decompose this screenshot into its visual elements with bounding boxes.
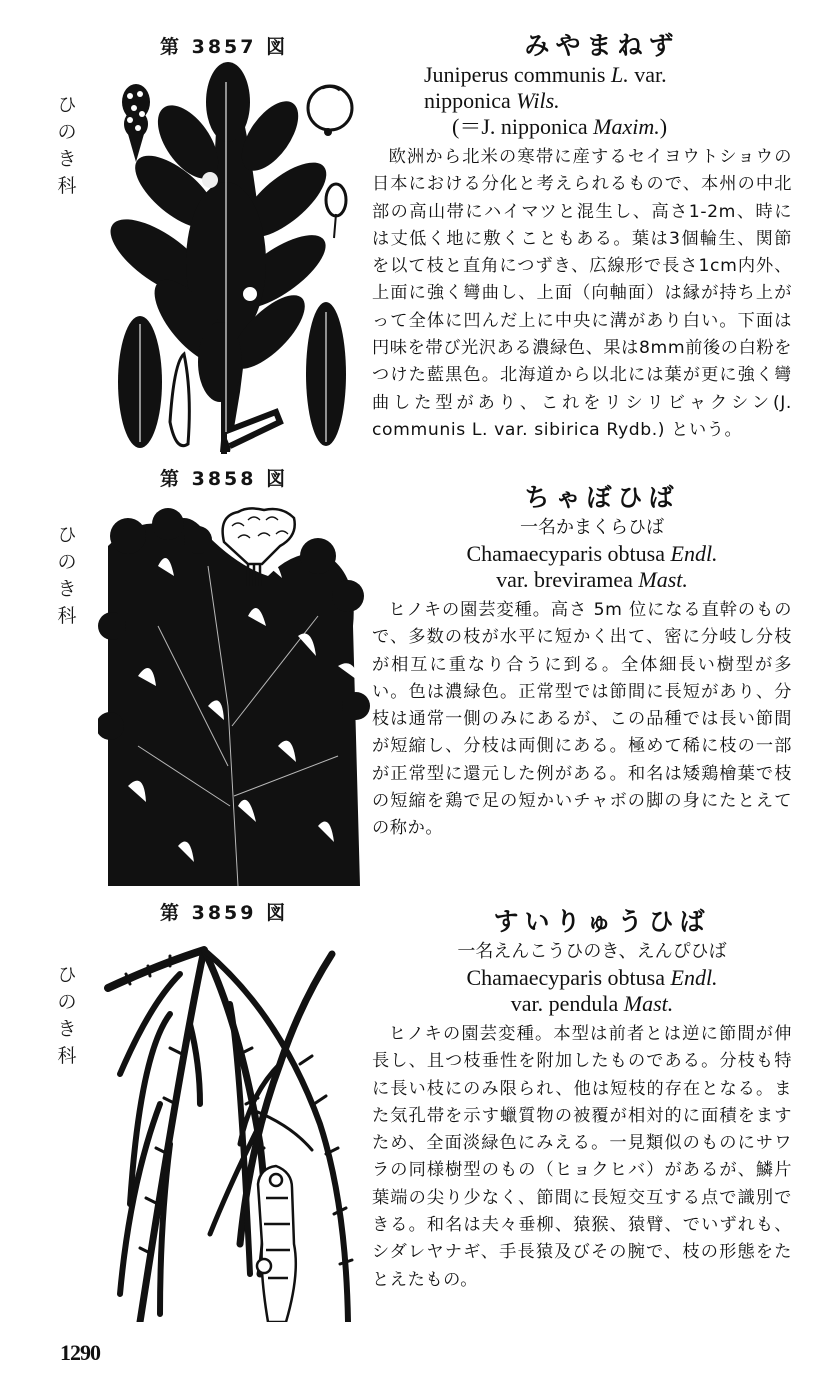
description-text: 欧洲から北米の寒帯に産するセイヨウトショウの日本における分化と考えられるもので、本州の中北部の高山帯にハイマツと混生し、高さ1-2m、時には丈低く地に敷くこともある。葉は3個輪生、関節を以て枝と直角につずき、広線形で長さ1cm内外、上面に強く彎曲し、上面（向軸面）は縁が持ち上がって全体に凹んだ上に中央に溝があり白い。下面は円味を帯び光沢ある濃緑色、果は8mm前後の白粉をつけた藍黒色。北海道から以北には葉が更に強く彎曲した型があり、これをリシリビャクシン(J. communis L. var. sibirica Rydb.) という。 <box>372 147 792 440</box>
family-char: ひ <box>57 94 77 116</box>
entry-miyamanezu <box>372 30 792 444</box>
figure-label-3857: 第 3857 図 <box>160 36 289 58</box>
sci-line <box>392 567 792 593</box>
entry-alias: 一名かまくらひば <box>520 517 664 538</box>
sci-tail: var. <box>628 62 667 87</box>
weeping-hinoki-illustration <box>100 944 372 1322</box>
family-label-hinoki <box>56 92 78 200</box>
family-label-hinoki <box>56 522 78 630</box>
page-number: 1290 <box>60 1340 100 1365</box>
sci-roman: Chamaecyparis obtusa <box>466 965 671 990</box>
sci-authority: Endl. <box>670 965 718 990</box>
sci-tail: ) <box>659 114 668 139</box>
family-char: ひ <box>57 964 77 986</box>
scientific-name <box>392 541 792 593</box>
entry-description <box>372 597 792 843</box>
juniper-branch-icon <box>100 62 370 458</box>
family-char: き <box>57 578 77 600</box>
dwarf-hinoki-icon <box>98 506 370 890</box>
description-text: ヒノキの園芸変種。高さ 5m 位になる直幹のもので、多数の枝が水平に短かく出て、密に分岐し分枝が相互に重なり合うに到る。全体細長い樹型が多い。色は濃緑色。正常型では節間に長短があり、分枝は通常一側のみにあるが、この品種では長い節間が短縮し、分枝は両側にある。極めて稀に枝の一部が正常型に還元した例がある。和名は矮鶏檜葉で枝の短縮を鶏で足の短かいチャボの脚の身にたとえての称か。 <box>372 600 792 839</box>
sci-roman: var. breviramea <box>496 567 639 592</box>
figure-label-3858: 第 3858 図 <box>160 468 289 490</box>
weeping-hinoki-icon <box>100 944 372 1322</box>
sci-authority: Mast. <box>638 567 688 592</box>
dwarf-hinoki-illustration <box>98 506 370 890</box>
entry-title: みやまねず <box>524 31 680 60</box>
family-char: の <box>57 121 77 143</box>
family-char: の <box>57 991 77 1013</box>
entry-title: すいりゅうひば <box>493 907 711 936</box>
family-char: 科 <box>57 175 77 197</box>
family-char: の <box>57 551 77 573</box>
sci-line <box>392 965 792 991</box>
sci-authority: Mast. <box>623 991 674 1016</box>
sci-roman: nipponica <box>424 88 517 113</box>
entry-chabohiba <box>372 482 792 843</box>
scientific-name <box>392 965 792 1017</box>
family-char: き <box>57 148 77 170</box>
family-label-hinoki <box>56 962 78 1070</box>
description-text: ヒノキの園芸変種。本型は前者とは逆に節間が伸長し、且つ枝垂性を附加したものである。分枝も特に長い枝にのみ限られ、他は短枝的存在となる。また気孔帯を示す蠟質物の被覆が相対的に面積をますため、全面淡緑色にみえる。一見類似のものにサワラの同様樹型のもの（ヒョクヒバ）があるが、鱗片葉端の尖り少なく、節間に長短交互する点で識別できる。和名は夫々垂柳、猿猴、猿臂、でいずれも、シダレヤナギ、手長猿及びその腕で、枝の形態をたとえたもの。 <box>372 1024 792 1290</box>
sci-authority: L. <box>611 62 629 87</box>
sci-roman: (＝J. nipponica <box>452 114 594 139</box>
scientific-name <box>424 62 792 140</box>
sci-authority: Wils. <box>516 88 560 113</box>
sci-line <box>424 114 792 140</box>
family-char: き <box>57 1018 77 1040</box>
entry-description <box>372 1021 792 1294</box>
sci-line <box>392 541 792 567</box>
figure-label-3859: 第 3859 図 <box>160 902 289 924</box>
family-char: 科 <box>57 605 77 627</box>
sci-roman: Chamaecyparis obtusa <box>466 541 671 566</box>
sci-line <box>392 991 792 1017</box>
sci-line <box>424 62 792 88</box>
juniper-branch-illustration <box>100 62 370 458</box>
entry-title: ちゃぼひば <box>524 483 680 512</box>
entry-suiryuhiba <box>372 906 792 1294</box>
sci-authority: Endl. <box>670 541 718 566</box>
sci-roman: Juniperus communis <box>424 62 611 87</box>
sci-authority: Maxim. <box>593 114 660 139</box>
entry-alias: 一名えんこうひのき、えんぴひば <box>457 941 727 962</box>
family-char: ひ <box>57 524 77 546</box>
family-char: 科 <box>57 1045 77 1067</box>
entry-description <box>372 144 792 444</box>
sci-line <box>424 88 792 114</box>
sci-roman: var. pendula <box>510 991 624 1016</box>
